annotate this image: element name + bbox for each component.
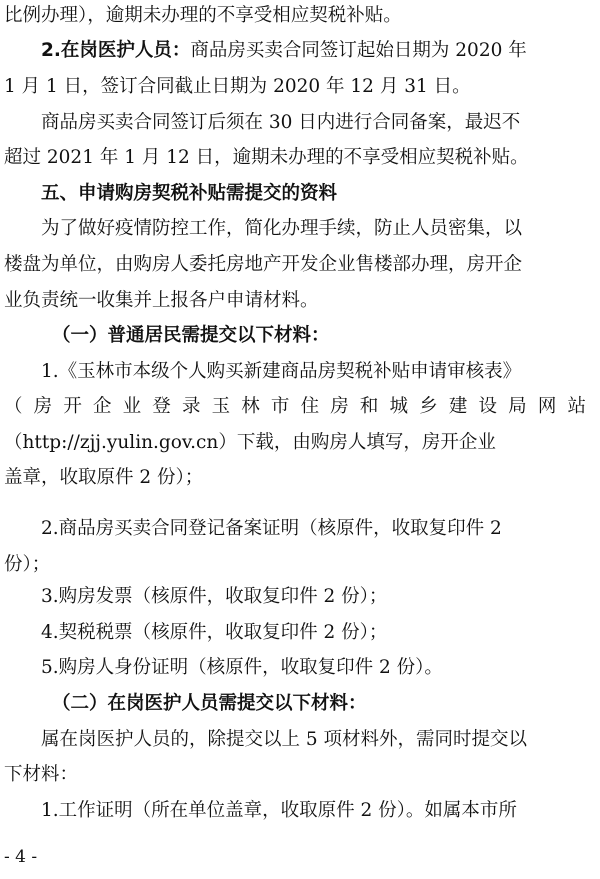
section-heading: （二）在岗医护人员需提交以下材料： [52, 693, 367, 714]
text-line: 属在岗医护人员的，除提交以上 5 项材料外，需同时提交以 [41, 729, 528, 750]
section-heading: （一）普通居民需提交以下材料： [52, 325, 330, 346]
text-line: （房开企业登录玉林市住房和城乡建设局网站 [4, 396, 588, 417]
text-line: 比例办理），逾期未办理的不享受相应契税补贴。 [4, 5, 402, 26]
text-line: 份）； [4, 554, 51, 575]
text-line: 为了做好疫情防控工作，简化办理手续，防止人员密集，以 [41, 218, 523, 239]
text-line [41, 38, 588, 64]
text-line: 楼盘为单位，由购房人委托房地产开发企业售楼部办理，房开企 [4, 254, 523, 275]
text-line: 超过 2021 年 1 月 12 日，逾期未办理的不享受相应契税补贴。 [4, 147, 529, 168]
text-line: 4.契税税票（核原件，收取复印件 2 份）； [41, 622, 388, 643]
section-heading: 五、申请购房契税补贴需提交的资料 [41, 183, 338, 204]
page-number: - 4 - [4, 847, 38, 867]
text-line: 1.《玉林市本级个人购买新建商品房契税补贴申请审核表》 [41, 361, 522, 382]
text-line: （http://zjj.yulin.gov.cn）下载，由购房人填写，房开企业 [4, 432, 496, 453]
section-heading: 2.在岗医护人员： [41, 40, 191, 61]
text-line: 业负责统一收集并上报各户申请材料。 [4, 290, 319, 311]
text-line: 下材料： [4, 764, 79, 785]
text-line: 2.商品房买卖合同登记备案证明（核原件，收取复印件 2 [41, 518, 502, 539]
text-line: 1 月 1 日，签订合同截止日期为 2020 年 12 月 31 日。 [4, 76, 471, 97]
text-line: 3.购房发票（核原件，收取复印件 2 份）； [41, 586, 388, 607]
text-span: 商品房买卖合同签订起始日期为 2020 年 [190, 40, 527, 61]
text-line: 商品房买卖合同签订后须在 30 日内进行合同备案，最迟不 [41, 112, 521, 133]
text-line: 5.购房人身份证明（核原件，收取复印件 2 份）。 [41, 657, 443, 678]
text-line: 盖章，收取原件 2 份）； [4, 467, 204, 488]
text-line: 1.工作证明（所在单位盖章，收取原件 2 份）。如属本市所 [41, 800, 517, 821]
